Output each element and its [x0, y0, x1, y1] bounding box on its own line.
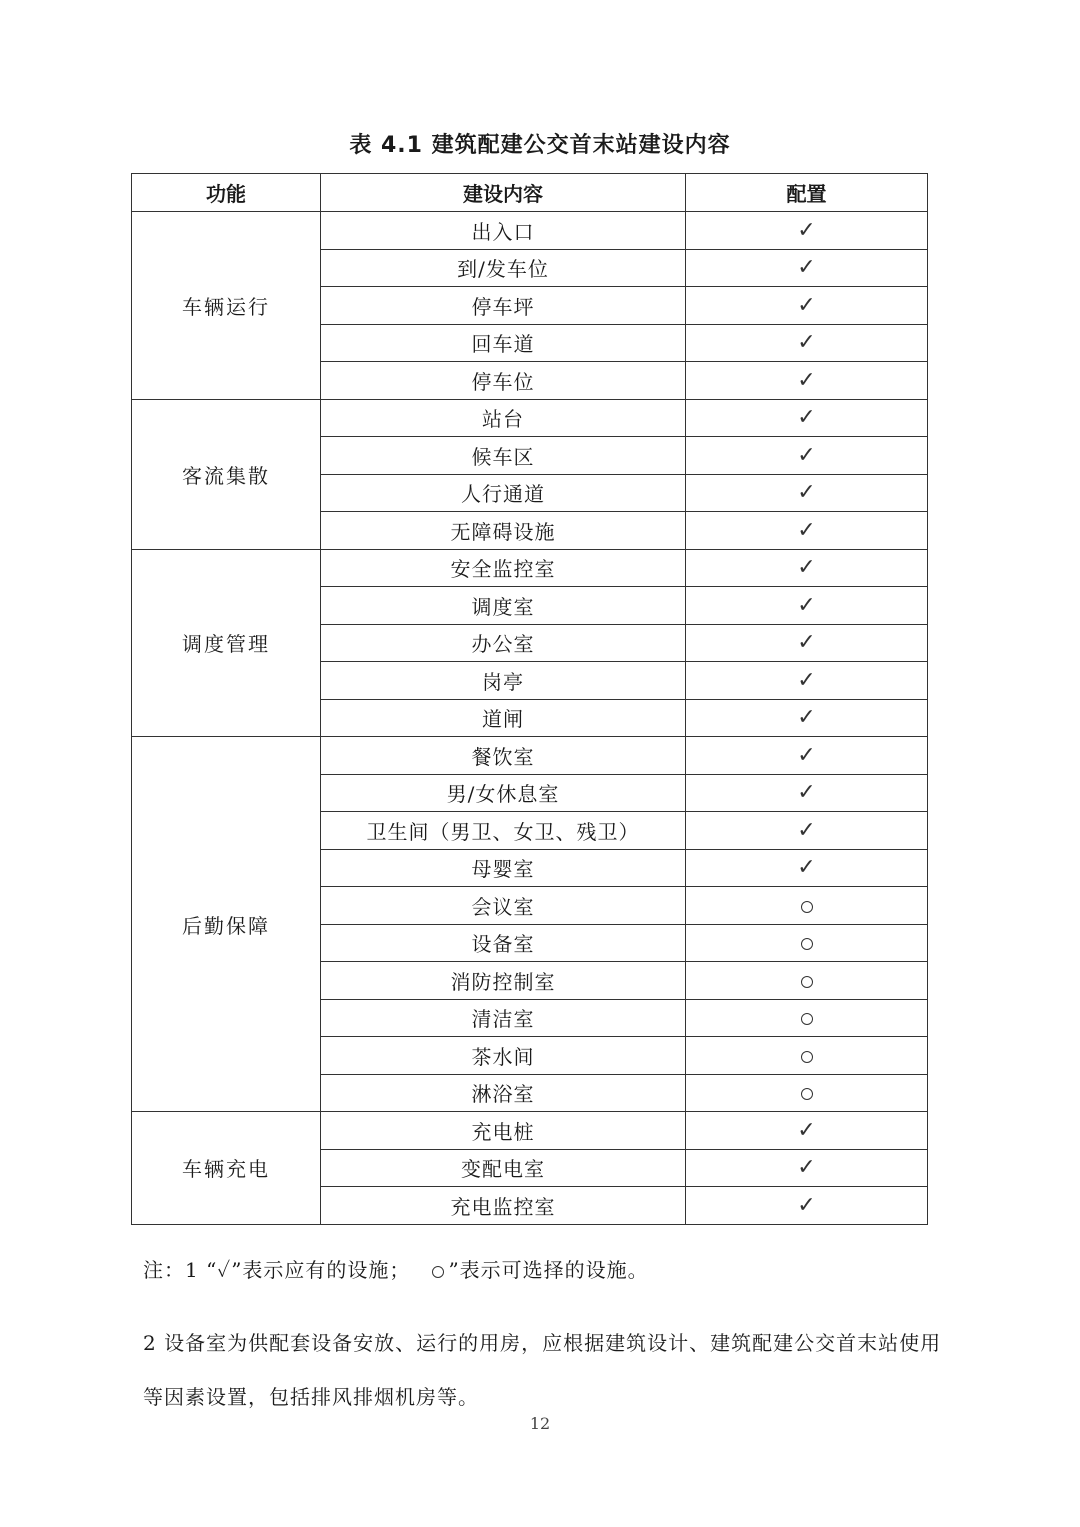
content-cell: 岗亭 [321, 662, 686, 700]
optional-circle-icon [801, 1013, 813, 1025]
content-cell: 人行通道 [321, 474, 686, 512]
config-cell [686, 512, 928, 550]
config-cell [686, 774, 928, 812]
check-icon: ✓ [797, 1117, 816, 1143]
config-cell [686, 1112, 928, 1150]
config-cell [686, 587, 928, 625]
content-cell: 男/女休息室 [321, 774, 686, 812]
check-icon: ✓ [797, 217, 816, 243]
function-cell: 车辆充电 [132, 1112, 321, 1225]
check-icon: ✓ [797, 255, 816, 281]
content-cell: 设备室 [321, 924, 686, 962]
function-cell: 后勤保障 [132, 737, 321, 1112]
config-cell [686, 849, 928, 887]
config-cell [686, 812, 928, 850]
content-cell: 淋浴室 [321, 1074, 686, 1112]
check-icon: ✓ [797, 705, 816, 731]
config-cell [686, 887, 928, 925]
check-icon: ✓ [797, 817, 816, 843]
config-cell [686, 962, 928, 1000]
config-cell [686, 1074, 928, 1112]
config-cell [686, 249, 928, 287]
config-cell [686, 999, 928, 1037]
check-icon: ✓ [797, 630, 816, 656]
note-1-prefix: 注：1 “✓”表示应有的设施； [143, 1258, 411, 1282]
note-1-suffix: ”表示可选择的设施。 [448, 1258, 649, 1282]
content-cell: 卫生间（男卫、女卫、残卫） [321, 812, 686, 850]
content-cell: 停车位 [321, 362, 686, 400]
config-cell [686, 924, 928, 962]
content-cell: 变配电室 [321, 1149, 686, 1187]
check-icon: ✓ [797, 517, 816, 543]
function-cell: 车辆运行 [132, 212, 321, 400]
content-cell: 茶水间 [321, 1037, 686, 1075]
note-2: 2 设备室为供配套设备安放、运行的用房，应根据建筑设计、建筑配建公交首末站使用等因素设置，包括排风排烟机房等。 [143, 1331, 942, 1409]
table-row [132, 212, 928, 250]
config-cell [686, 624, 928, 662]
header-function: 功能 [132, 174, 321, 212]
check-icon: ✓ [797, 1192, 816, 1218]
config-cell [686, 212, 928, 250]
content-cell: 安全监控室 [321, 549, 686, 587]
table-body [132, 212, 928, 1225]
content-cell: 到/发车位 [321, 249, 686, 287]
check-icon: ✓ [797, 592, 816, 618]
config-cell [686, 662, 928, 700]
function-cell: 客流集散 [132, 399, 321, 549]
table-caption: 表 4.1 建筑配建公交首末站建设内容 [349, 133, 731, 158]
content-cell: 停车坪 [321, 287, 686, 325]
optional-circle-icon [801, 1051, 813, 1063]
content-cell: 无障碍设施 [321, 512, 686, 550]
config-cell [686, 1037, 928, 1075]
check-icon: ✓ [797, 405, 816, 431]
header-content: 建设内容 [321, 174, 686, 212]
header-config: 配置 [686, 174, 928, 212]
table-row [132, 1112, 928, 1150]
check-icon: ✓ [797, 292, 816, 318]
content-cell: 充电桩 [321, 1112, 686, 1150]
optional-circle-icon [801, 901, 813, 913]
check-icon: ✓ [797, 742, 816, 768]
content-cell: 道闸 [321, 699, 686, 737]
content-cell: 清洁室 [321, 999, 686, 1037]
check-icon: ✓ [797, 855, 816, 881]
content-cell: 站台 [321, 399, 686, 437]
content-cell: 候车区 [321, 437, 686, 475]
config-cell [686, 362, 928, 400]
config-cell [686, 287, 928, 325]
function-cell: 调度管理 [132, 549, 321, 737]
content-cell: 调度室 [321, 587, 686, 625]
optional-circle-icon [801, 1088, 813, 1100]
optional-circle-icon [432, 1266, 444, 1278]
table-row [132, 399, 928, 437]
optional-circle-icon [801, 976, 813, 988]
content-cell: 回车道 [321, 324, 686, 362]
check-icon: ✓ [797, 442, 816, 468]
config-cell [686, 699, 928, 737]
table-header-row [132, 174, 928, 212]
table-row [132, 737, 928, 775]
content-cell: 消防控制室 [321, 962, 686, 1000]
content-cell: 母婴室 [321, 849, 686, 887]
config-cell [686, 399, 928, 437]
table-row [132, 549, 928, 587]
content-cell: 会议室 [321, 887, 686, 925]
construction-content-table [131, 173, 928, 1225]
config-cell [686, 737, 928, 775]
content-cell: 充电监控室 [321, 1187, 686, 1225]
content-cell: 餐饮室 [321, 737, 686, 775]
check-icon: ✓ [797, 480, 816, 506]
check-icon: ✓ [797, 330, 816, 356]
config-cell [686, 474, 928, 512]
content-cell: 出入口 [321, 212, 686, 250]
config-cell [686, 1187, 928, 1225]
config-cell [686, 549, 928, 587]
note-1 [143, 1254, 943, 1283]
page-number: 12 [529, 1414, 551, 1433]
config-cell [686, 437, 928, 475]
check-icon: ✓ [797, 780, 816, 806]
config-cell [686, 324, 928, 362]
config-cell [686, 1149, 928, 1187]
check-icon: ✓ [797, 555, 816, 581]
optional-circle-icon [801, 938, 813, 950]
check-icon: ✓ [797, 367, 816, 393]
content-cell: 办公室 [321, 624, 686, 662]
check-icon: ✓ [797, 1155, 816, 1181]
check-icon: ✓ [797, 667, 816, 693]
